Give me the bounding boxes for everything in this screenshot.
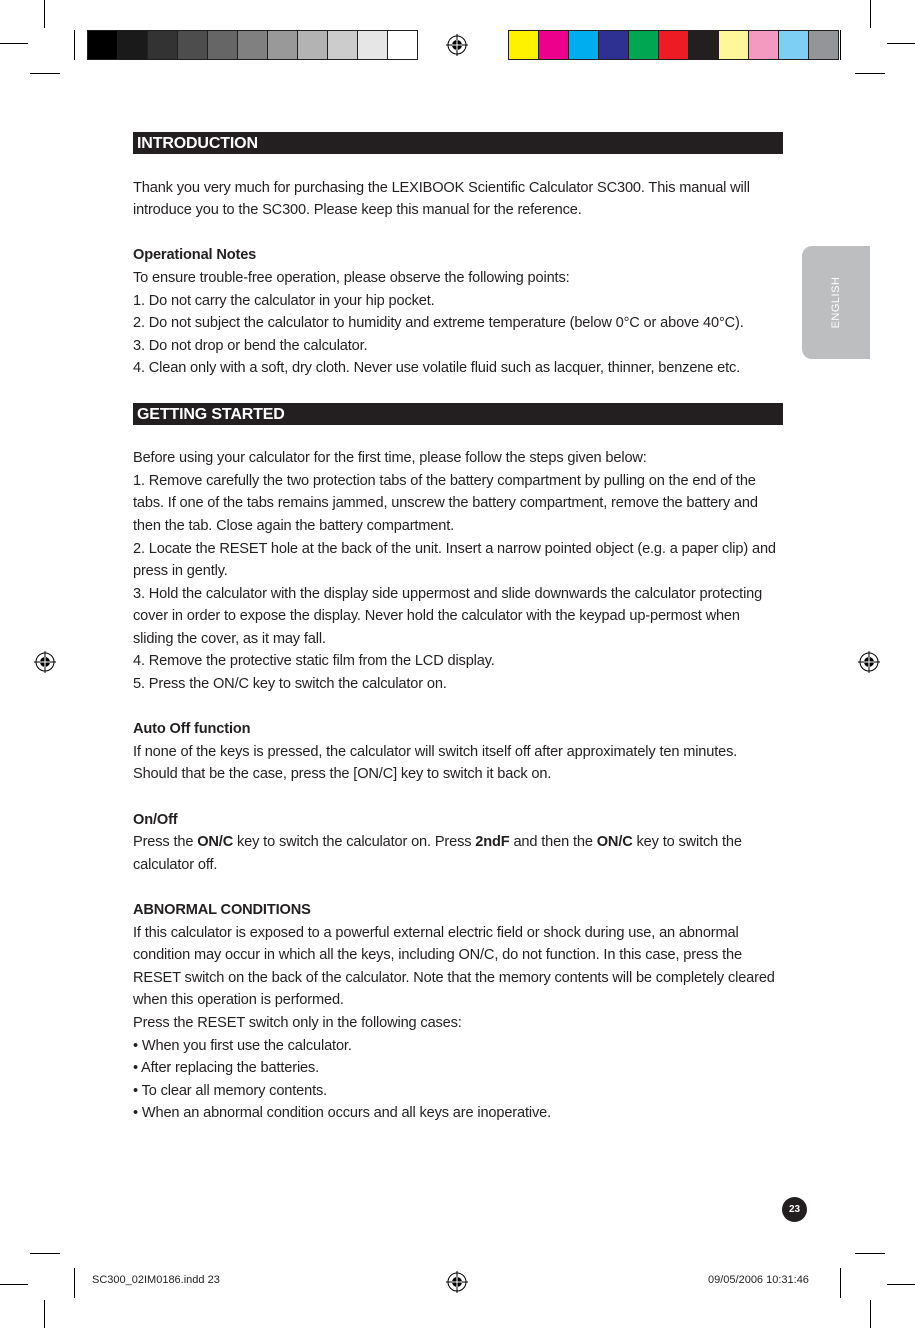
color-swatch: [207, 30, 237, 60]
grayscale-color-bar: [87, 30, 418, 60]
color-swatch: [778, 30, 808, 60]
list-item: • When you first use the calculator.: [133, 1037, 352, 1054]
list-item: • After replacing the batteries.: [133, 1060, 320, 1077]
list-item: 2. Locate the RESET hole at the back of the unit. Insert a narrow pointed object (e.g. a paper clip) and press in gently.: [133, 540, 776, 580]
color-swatch: [688, 30, 718, 60]
section-heading-getting-started: GETTING STARTED: [133, 403, 783, 425]
auto-off-paragraph: If none of the keys is pressed, the calculator will switch itself off after approximately ten minutes. Should that be the case, press the [ON/C] key to switch it back on.: [133, 743, 738, 783]
list-item: 2. Do not subject the calculator to humidity and extreme temperature (below 0°C or above 40°C).: [133, 315, 744, 332]
language-tab: [802, 246, 870, 359]
list-item: 3. Do not drop or bend the calculator.: [133, 337, 368, 354]
color-swatch: [147, 30, 177, 60]
color-swatch: [357, 30, 387, 60]
operational-notes-lead: To ensure trouble-free operation, please observe the following points:: [133, 269, 570, 286]
manual-page-content: [133, 132, 783, 1125]
language-tab-label: ENGLISH: [830, 276, 842, 329]
color-swatch: [327, 30, 357, 60]
list-item: • When an abnormal condition occurs and all keys are inoperative.: [133, 1105, 552, 1122]
section-heading-introduction: INTRODUCTION: [133, 132, 783, 154]
color-swatch: [177, 30, 207, 60]
slug-datetime: 09/05/2006 10:31:46: [708, 1274, 809, 1286]
list-item: 5. Press the ON/C key to switch the calculator on.: [133, 676, 447, 693]
key-label: 2ndF: [475, 834, 510, 851]
color-swatch: [267, 30, 297, 60]
on-off-paragraph: Press the ON/C key to switch the calculator on. Press 2ndF and then the ON/C key to switch the calculator off.: [133, 834, 742, 873]
registration-mark-icon: [446, 1271, 468, 1293]
registration-mark-icon: [858, 651, 880, 673]
color-swatch: [568, 30, 598, 60]
color-swatch: [237, 30, 267, 60]
subheading-on-off: On/Off: [133, 811, 178, 828]
color-swatch: [508, 30, 538, 60]
color-swatch: [748, 30, 778, 60]
list-item: 4. Remove the protective static film from the LCD display.: [133, 653, 495, 670]
color-swatch: [297, 30, 327, 60]
list-item: 3. Hold the calculator with the display side uppermost and slide downwards the calculator protecting cover in order to expose the display. Never hold the calculator with the keypad up-permost when sliding the cover, as it may fall.: [133, 585, 763, 647]
slug-filename: SC300_02IM0186.indd 23: [92, 1274, 220, 1286]
key-label: ON/C: [596, 834, 633, 851]
color-swatch: [598, 30, 628, 60]
color-swatch: [87, 30, 117, 60]
color-swatch: [658, 30, 688, 60]
color-swatch: [117, 30, 147, 60]
color-swatch: [718, 30, 748, 60]
getting-started-lead: Before using your calculator for the first time, please follow the steps given below:: [133, 450, 647, 467]
subheading-auto-off: Auto Off function: [133, 721, 251, 738]
list-item: 1. Do not carry the calculator in your hip pocket.: [133, 292, 435, 309]
list-item: • To clear all memory contents.: [133, 1082, 328, 1099]
color-swatch: [387, 30, 418, 60]
list-item: 4. Clean only with a soft, dry cloth. Never use volatile fluid such as lacquer, thinner, benzene etc.: [133, 360, 741, 377]
registration-mark-icon: [446, 34, 468, 56]
list-item: 1. Remove carefully the two protection tabs of the battery compartment by pulling on the end of the tabs. If one of the tabs remains jammed, unscrew the battery compartment, remove the battery and then the tab. Close again the battery compartment.: [133, 472, 758, 534]
key-label: ON/C: [197, 834, 234, 851]
subheading-abnormal-conditions: ABNORMAL CONDITIONS: [133, 902, 311, 918]
abnormal-paragraph: If this calculator is exposed to a powerful external electric field or shock during use, an abnormal condition may occur in which all the keys, including ON/C, do not function. In this case, press the RESET switch on the back of the calculator. Note that the memory contents will be completely cleared when this operation is performed.: [133, 924, 775, 1009]
subheading-operational-notes: Operational Notes: [133, 247, 257, 264]
process-color-bar: [508, 30, 839, 60]
intro-paragraph: Thank you very much for purchasing the LEXIBOOK Scientific Calculator SC300. This manual will introduce you to the SC300. Please keep this manual for the reference.: [133, 179, 750, 219]
abnormal-lead: Press the RESET switch only in the following cases:: [133, 1014, 462, 1031]
registration-mark-icon: [34, 651, 56, 673]
color-swatch: [808, 30, 839, 60]
color-swatch: [628, 30, 658, 60]
page-number: 23: [782, 1197, 807, 1222]
color-swatch: [538, 30, 568, 60]
